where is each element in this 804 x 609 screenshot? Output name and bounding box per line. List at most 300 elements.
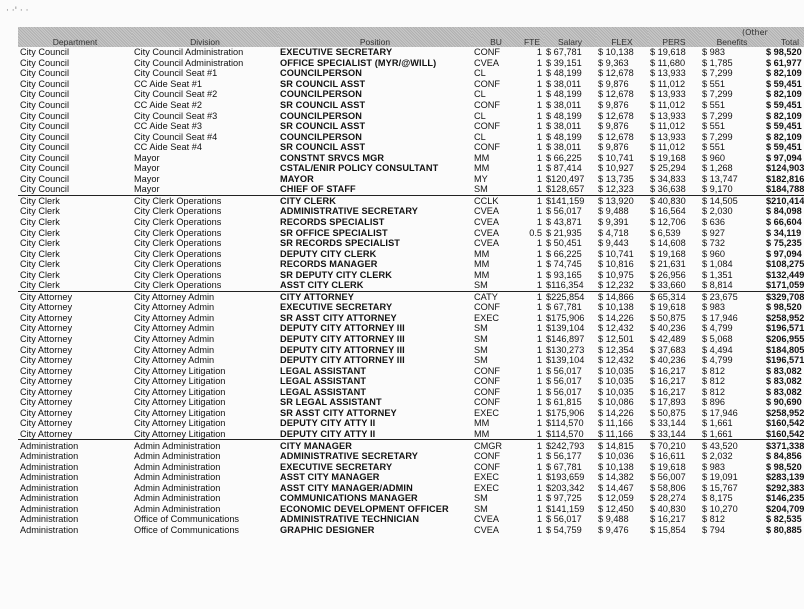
cell-fte: 1: [536, 184, 542, 195]
cell-department: City Attorney: [20, 302, 73, 313]
cell-total: $292,383: [766, 482, 804, 493]
table-row: [18, 504, 804, 515]
cell-benefits: $ 17,946: [702, 407, 738, 418]
cell-bu: CATY: [472, 291, 520, 302]
cell-bu: SM: [474, 355, 488, 366]
cell-department: Administration: [20, 461, 79, 472]
cell-total: $ 61,977: [766, 57, 802, 68]
cell-fte: 1: [536, 131, 542, 142]
cell-fte: 1: [520, 291, 544, 302]
cell-fte: 1: [536, 89, 542, 100]
cell-pers: $ 19,618: [650, 461, 686, 472]
cell-pers: $ 21,631: [650, 259, 686, 270]
cell-flex: $ 13,920: [596, 195, 648, 206]
table-row: [18, 238, 804, 249]
table-row: [18, 184, 804, 195]
cell-bu: MM: [474, 269, 490, 280]
cell-flex: $ 10,035: [598, 386, 634, 397]
cell-department: City Council: [20, 57, 70, 68]
cell-bu: CONF: [474, 302, 501, 313]
cell-pers: $ 16,217: [650, 514, 686, 525]
cell-position: RECORDS MANAGER: [280, 259, 378, 270]
table-row: [18, 68, 804, 79]
cell-division: City Council Seat #1: [134, 68, 218, 79]
cell-position: CONSTNT SRVCS MGR: [280, 152, 385, 163]
cell-position: COUNCILPERSON: [280, 89, 362, 100]
cell-position: CITY MANAGER: [278, 440, 472, 451]
cell-total: $ 84,856: [766, 451, 802, 462]
cell-salary: $ 38,011: [546, 121, 582, 132]
cell-fte: 0.5: [529, 227, 542, 238]
cell-benefits: $ 19,091: [702, 472, 738, 483]
cell-benefits: $ 812: [702, 386, 725, 397]
cell-salary: $128,657: [546, 184, 585, 195]
cell-department: City Attorney: [20, 428, 73, 439]
cell-total: $ 59,451: [766, 142, 802, 153]
cell-salary: $139,104: [546, 355, 585, 366]
table-row: [18, 313, 804, 324]
cell-fte: 1: [536, 173, 542, 184]
cell-benefits: $ 636: [702, 217, 725, 228]
cell-fte: 1: [536, 386, 542, 397]
table-row: [18, 355, 804, 366]
cell-total: $ 34,119: [766, 227, 802, 238]
cell-total: $ 83,082: [766, 386, 802, 397]
cell-fte: 1: [536, 238, 542, 249]
cell-flex: $ 10,138: [598, 302, 634, 313]
cell-division: CC Aide Seat #4: [134, 142, 202, 153]
cell-division: City Council Seat #3: [134, 110, 218, 121]
cell-fte: 1: [536, 280, 542, 291]
cell-bu: MM: [474, 428, 490, 439]
cell-benefits: $ 15,767: [702, 482, 738, 493]
table-row: [18, 323, 804, 334]
cell-position: DEPUTY CITY ATTORNEY III: [280, 344, 405, 355]
cell-bu: CONF: [474, 142, 501, 153]
table-row: [18, 461, 804, 472]
cell-salary: $ 61,815: [546, 397, 582, 408]
cell-benefits: $ 7,299: [702, 131, 733, 142]
cell-total: $132,449: [766, 269, 804, 280]
cell-salary: $ 56,017: [546, 386, 582, 397]
table-row: [18, 152, 804, 163]
column-header-flex: FLEX: [596, 27, 648, 47]
column-header-total: Total: [764, 27, 804, 47]
cell-pers: $ 11,012: [650, 78, 686, 89]
cell-department: Administration: [20, 472, 79, 483]
cell-department: City Clerk: [20, 206, 60, 217]
cell-fte: 1: [536, 121, 542, 132]
cell-flex: $ 11,166: [598, 418, 634, 429]
cell-flex: $ 12,678: [598, 110, 634, 121]
cell-pers: $ 40,236: [650, 323, 686, 334]
cell-fte: 1: [536, 259, 542, 270]
cell-pers: $ 56,007: [650, 472, 686, 483]
cell-position: ADMINISTRATIVE SECRETARY: [280, 206, 419, 217]
cell-benefits: $ 1,084: [702, 259, 733, 270]
cell-position: DEPUTY CITY ATTY II: [280, 428, 376, 439]
table-row: [18, 79, 804, 90]
cell-pers: $ 13,933: [650, 68, 686, 79]
cell-bu: CONF: [474, 461, 501, 472]
cell-salary: $ 74,745: [546, 259, 582, 270]
cell-division: City Attorney Admin: [134, 334, 215, 345]
cell-division: City Clerk Operations: [132, 195, 278, 206]
cell-fte: 1: [536, 68, 542, 79]
cell-flex: $ 10,138: [598, 461, 634, 472]
cell-position: SR COUNCIL ASST: [280, 121, 366, 132]
table-row: [18, 302, 804, 313]
cell-benefits: $ 13,747: [702, 173, 738, 184]
cell-position: DEPUTY CITY ATTORNEY III: [280, 323, 405, 334]
cell-salary: $ 97,725: [546, 493, 582, 504]
cell-flex: $ 10,975: [598, 269, 634, 280]
cell-flex: $ 9,443: [598, 238, 629, 249]
table-row: [18, 47, 804, 58]
cell-position: OFFICE SPECIALIST (MYR/@WILL): [280, 57, 437, 68]
cell-bu: CONF: [474, 376, 501, 387]
cell-flex: $ 12,501: [598, 334, 634, 345]
cell-total: $160,542: [766, 428, 804, 439]
cell-total: $ 59,451: [766, 78, 802, 89]
cell-pers: $ 16,217: [650, 376, 686, 387]
cell-division: City Attorney Admin: [134, 312, 215, 323]
cell-division: City Clerk Operations: [134, 238, 222, 249]
table-row: [18, 259, 804, 270]
cell-total: $ 59,451: [766, 121, 802, 132]
cell-salary: $ 66,225: [546, 248, 582, 259]
cell-bu: CL: [474, 131, 486, 142]
cell-division: Mayor: [134, 173, 160, 184]
cell-pers: $ 50,875: [650, 407, 686, 418]
cell-division: City Clerk Operations: [134, 269, 222, 280]
cell-total: $ 75,235: [766, 238, 802, 249]
cell-flex: $ 9,876: [598, 78, 629, 89]
cell-department: City Attorney: [20, 365, 73, 376]
cell-position: SR COUNCIL ASST: [280, 100, 366, 110]
cell-pers: $ 12,706: [650, 217, 686, 228]
cell-division: City Clerk Operations: [134, 217, 222, 228]
cell-flex: $ 10,138: [598, 47, 634, 58]
cell-bu: CVEA: [474, 57, 500, 68]
table-row: [18, 217, 804, 228]
cell-pers: $ 15,854: [650, 524, 686, 535]
cell-salary: $203,342: [546, 482, 585, 493]
cell-bu: MM: [474, 259, 490, 270]
cell-division: City Attorney Admin: [132, 291, 278, 302]
cell-pers: $ 33,144: [650, 428, 686, 439]
table-row: [18, 291, 804, 302]
table-row: [18, 482, 804, 493]
cell-salary: $ 38,011: [546, 78, 582, 89]
cell-position: SR DEPUTY CITY CLERK: [280, 269, 392, 280]
cell-benefits: $ 812: [702, 365, 725, 376]
cell-salary: $ 66,225: [546, 152, 582, 163]
cell-flex: $ 12,678: [598, 68, 634, 79]
cell-department: City Council: [20, 173, 70, 184]
cell-pers: $ 58,806: [650, 482, 686, 493]
cell-benefits: $ 5,068: [702, 334, 733, 345]
cell-department: City Council: [20, 163, 70, 174]
cell-benefits: $ 1,785: [702, 57, 733, 68]
cell-division: CC Aide Seat #1: [134, 78, 202, 89]
cell-fte: 1: [536, 78, 542, 89]
cell-position: SR ASST CITY ATTORNEY: [280, 312, 397, 323]
cell-salary: $139,104: [546, 323, 585, 334]
cell-bu: CVEA: [474, 217, 500, 228]
cell-total: $ 66,604: [766, 217, 802, 228]
cell-salary: $120,497: [546, 173, 585, 184]
cell-position: COUNCILPERSON: [280, 68, 362, 79]
table-row: [18, 58, 804, 69]
cell-division: City Council Seat #2: [134, 89, 218, 100]
cell-total: $171,059: [766, 280, 804, 291]
cell-benefits: $ 983: [702, 47, 725, 58]
cell-salary: $175,906: [546, 312, 585, 323]
cell-salary: $ 87,414: [546, 163, 582, 174]
cell-fte: 1: [536, 397, 542, 408]
cell-benefits: $ 551: [702, 121, 725, 132]
cell-salary: $ 48,199: [546, 68, 582, 79]
column-header-bu: BU: [472, 27, 520, 47]
cell-fte: 1: [536, 407, 542, 418]
table-row: [18, 408, 804, 419]
cell-benefits: $ 927: [702, 227, 725, 238]
cell-pers: $ 40,830: [648, 195, 700, 206]
cell-pers: $ 13,933: [650, 131, 686, 142]
cell-benefits: $ 1,661: [702, 418, 733, 429]
cell-bu: CONF: [474, 451, 501, 462]
cell-salary: $ 67,781: [546, 461, 582, 472]
cell-fte: 1: [536, 482, 542, 493]
cell-department: City Council: [20, 110, 70, 121]
cell-division: City Clerk Operations: [134, 248, 222, 259]
cell-total: $160,542: [766, 418, 804, 429]
cell-benefits: $ 551: [702, 142, 725, 153]
cell-division: Admin Administration: [134, 461, 221, 472]
cell-flex: $ 4,718: [598, 227, 629, 238]
cell-salary: $ 48,199: [546, 110, 582, 121]
cell-fte: 1: [536, 461, 542, 472]
cell-department: City Attorney: [20, 334, 73, 345]
cell-flex: $ 12,432: [598, 323, 634, 334]
cell-division: City Attorney Litigation: [134, 418, 226, 429]
cell-pers: $ 11,680: [650, 57, 686, 68]
cell-position: SR OFFICE SPECIALIST: [280, 227, 388, 238]
cell-fte: 1: [536, 142, 542, 153]
cell-flex: $ 9,476: [598, 524, 629, 535]
scan-noise-text: · ·' · ·: [6, 6, 29, 16]
cell-bu: SM: [474, 184, 488, 195]
cell-position: SR COUNCIL ASST: [280, 78, 366, 89]
cell-bu: SM: [474, 503, 488, 514]
cell-flex: $ 12,232: [598, 280, 634, 291]
column-header-position: Position: [278, 27, 472, 47]
cell-pers: $ 33,144: [650, 418, 686, 429]
cell-position: EXECUTIVE SECRETARY: [280, 302, 393, 313]
cell-fte: 1: [536, 163, 542, 174]
column-header-fte: FTE: [520, 27, 544, 47]
table-row: [18, 334, 804, 345]
table-row: [18, 344, 804, 355]
cell-total: $ 82,535: [766, 514, 802, 525]
cell-department: City Attorney: [20, 397, 73, 408]
cell-department: City Attorney: [20, 344, 73, 355]
table-body: [18, 47, 804, 535]
table-row: [18, 131, 804, 142]
cell-pers: $ 16,564: [650, 206, 686, 217]
cell-department: City Clerk: [20, 217, 60, 228]
cell-salary: $ 54,759: [546, 524, 582, 535]
cell-department: City Clerk: [18, 195, 132, 206]
column-header-division: Division: [132, 27, 278, 47]
cell-division: CC Aide Seat #3: [134, 121, 202, 132]
cell-pers: $ 19,168: [650, 248, 686, 259]
cell-department: Administration: [18, 440, 132, 451]
cell-pers: $ 13,933: [650, 110, 686, 121]
cell-pers: $ 34,833: [650, 173, 686, 184]
cell-division: Admin Administration: [132, 440, 278, 451]
cell-flex: $ 10,816: [598, 259, 634, 270]
cell-fte: 1: [536, 312, 542, 323]
cell-department: City Attorney: [20, 376, 73, 387]
cell-bu: CONF: [474, 397, 501, 408]
cell-fte: 1: [536, 47, 542, 58]
cell-flex: $ 12,450: [598, 503, 634, 514]
cell-position: COMMUNICATIONS MANAGER: [280, 493, 418, 504]
cell-benefits: $ 551: [702, 78, 725, 89]
cell-position: DEPUTY CITY ATTORNEY III: [280, 334, 405, 345]
cell-salary: $114,570: [546, 428, 584, 439]
cell-benefits: $ 7,299: [702, 110, 733, 121]
cell-flex: $ 14,467: [598, 482, 634, 493]
cell-fte: 1: [536, 152, 542, 163]
cell-total: $108,275: [766, 259, 804, 270]
cell-position: SR LEGAL ASSISTANT: [280, 397, 382, 408]
cell-benefits: $ 4,494: [702, 344, 733, 355]
cell-flex: $ 9,363: [598, 57, 629, 68]
cell-pers: $ 50,875: [650, 312, 686, 323]
cell-pers: $ 33,660: [650, 280, 686, 291]
cell-fte: 1: [536, 110, 542, 121]
cell-division: City Clerk Operations: [134, 227, 222, 238]
cell-flex: $ 10,741: [598, 248, 634, 259]
cell-department: City Council: [20, 131, 70, 142]
cell-position: ADMINISTRATIVE SECRETARY: [280, 451, 419, 462]
cell-bu: CL: [474, 68, 486, 79]
cell-bu: CONF: [474, 78, 501, 89]
cell-salary: $ 48,199: [546, 89, 582, 100]
cell-division: City Attorney Admin: [134, 344, 215, 355]
cell-benefits: $ 17,946: [702, 312, 738, 323]
cell-fte: 1: [520, 195, 544, 206]
cell-fte: 1: [536, 514, 542, 525]
cell-position: LEGAL ASSISTANT: [280, 365, 367, 376]
cell-department: City Attorney: [20, 323, 73, 334]
cell-position: GRAPHIC DESIGNER: [280, 524, 375, 535]
table-row: [18, 440, 804, 451]
cell-division: City Attorney Admin: [134, 323, 215, 334]
cell-pers: $ 11,012: [650, 100, 686, 110]
cell-salary: $ 67,781: [546, 302, 582, 313]
table-row: [18, 514, 804, 525]
cell-bu: MM: [474, 418, 490, 429]
cell-salary: $ 39,151: [546, 57, 582, 68]
cell-pers: $ 25,294: [650, 163, 686, 174]
cell-bu: CL: [474, 89, 486, 100]
cell-flex: $ 14,866: [596, 291, 648, 302]
cell-department: City Clerk: [20, 259, 60, 270]
cell-department: City Attorney: [20, 355, 73, 366]
cell-salary: $116,354: [546, 280, 584, 291]
cell-total: $258,952: [766, 312, 804, 323]
cell-salary: $225,854: [544, 291, 596, 302]
cell-total: $ 82,109: [766, 68, 802, 79]
cell-position: SR RECORDS SPECIALIST: [280, 238, 401, 249]
cell-flex: $ 10,927: [598, 163, 634, 174]
cell-salary: $ 56,177: [546, 451, 582, 462]
cell-flex: $ 14,815: [596, 440, 648, 451]
cell-bu: EXEC: [474, 472, 500, 483]
cell-pers: $ 13,933: [650, 89, 686, 100]
table-row: [18, 163, 804, 174]
cell-position: CITY ATTORNEY: [278, 291, 472, 302]
cell-pers: $ 28,274: [650, 493, 686, 504]
cell-position: EXECUTIVE SECRETARY: [280, 461, 393, 472]
cell-flex: $ 12,678: [598, 131, 634, 142]
cell-position: LEGAL ASSISTANT: [280, 386, 367, 397]
cell-bu: CONF: [474, 365, 501, 376]
table-row: [18, 89, 804, 100]
cell-total: $184,788: [766, 184, 804, 195]
cell-total: $210,414: [764, 195, 804, 206]
cell-fte: 1: [536, 57, 542, 68]
cell-salary: $ 56,017: [546, 365, 582, 376]
cell-division: City Clerk Operations: [134, 259, 222, 270]
cell-flex: $ 12,059: [598, 493, 634, 504]
cell-benefits: $ 1,661: [702, 428, 733, 439]
cell-salary: $ 43,871: [546, 217, 582, 228]
cell-department: City Attorney: [20, 407, 73, 418]
cell-total: $182,816: [766, 173, 804, 184]
cell-flex: $ 9,876: [598, 142, 629, 153]
table-row: [18, 525, 804, 536]
cell-total: $204,709: [766, 503, 804, 514]
cell-department: Administration: [20, 514, 79, 525]
cell-division: Admin Administration: [134, 503, 221, 514]
cell-salary: $ 56,017: [546, 376, 582, 387]
cell-division: City Attorney Litigation: [134, 386, 226, 397]
cell-position: ASST CITY CLERK: [280, 280, 364, 291]
cell-position: COUNCILPERSON: [280, 131, 362, 142]
cell-flex: $ 10,036: [598, 451, 634, 462]
cell-flex: $ 10,741: [598, 152, 634, 163]
cell-position: SR COUNCIL ASST: [280, 142, 366, 153]
cell-position: MAYOR: [280, 173, 314, 184]
cell-fte: 1: [536, 472, 542, 483]
cell-department: City Council: [20, 68, 70, 79]
cell-benefits: $ 10,270: [702, 503, 738, 514]
cell-flex: $ 12,323: [598, 184, 634, 195]
cell-division: Admin Administration: [134, 472, 221, 483]
cell-fte: 1: [536, 206, 542, 217]
cell-position: EXECUTIVE SECRETARY: [280, 47, 393, 58]
cell-division: City Attorney Litigation: [134, 365, 226, 376]
cell-total: $ 98,520: [766, 47, 802, 58]
cell-total: $ 98,520: [766, 461, 802, 472]
cell-total: $184,805: [766, 344, 804, 355]
cell-bu: EXEC: [474, 312, 500, 323]
